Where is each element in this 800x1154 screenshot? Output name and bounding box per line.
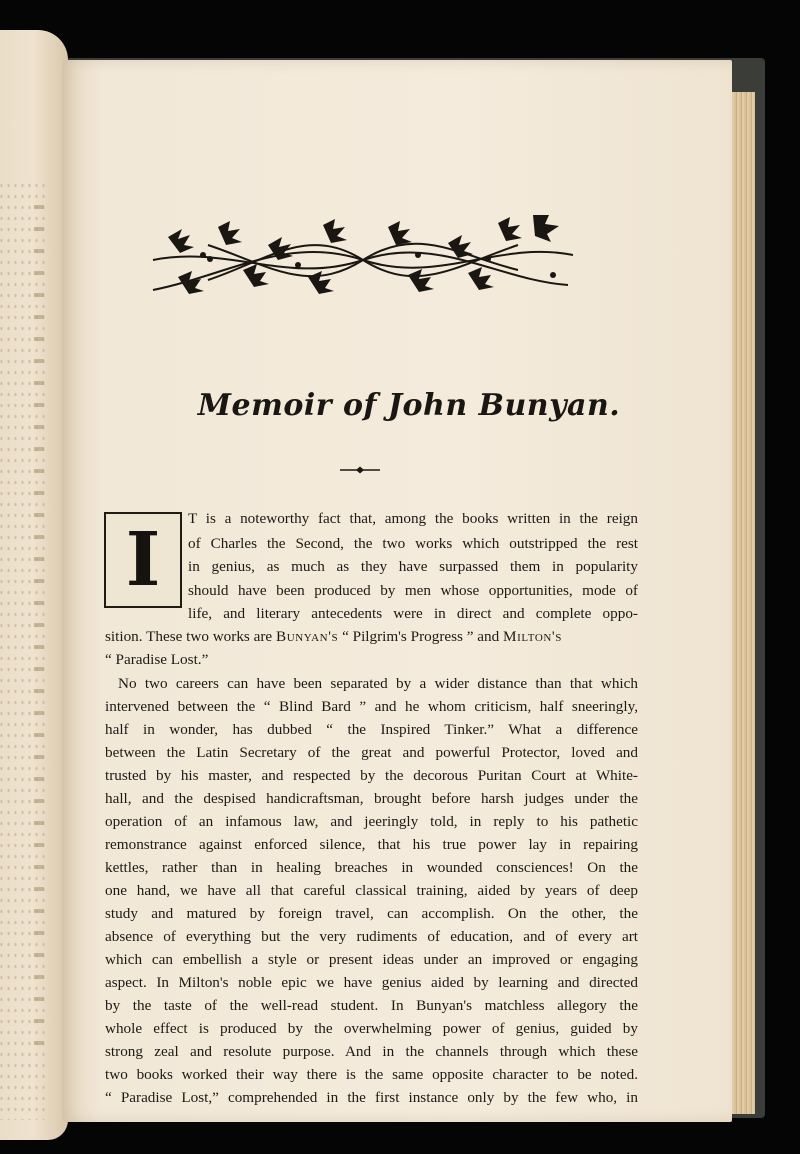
text-line: study and matured by foreign travel, can accomplish. On the other, the: [105, 905, 638, 922]
text-line: aspect. In Milton's noble epic we have genius aided by learning and directed: [105, 974, 638, 991]
text-line: trusted by his master, and respected by the decorous Puritan Court at White-: [105, 767, 638, 784]
page-fore-edge: [728, 92, 755, 1114]
text-line: kettles, rather than in healing breaches in wounded consciences! On the: [105, 859, 638, 876]
left-page-line-marks: [34, 205, 44, 1055]
text-line: hall, and the despised handicraftsman, brought before harsh judges under the: [105, 790, 638, 807]
text-line: two books worked their way there is the same opposite character to be noted.: [105, 1066, 638, 1083]
text-line: between the Latin Secretary of the great and powerful Protector, loved and: [105, 744, 638, 761]
holly-ornament-headpiece: [148, 215, 578, 307]
author-name: Bunyan's: [275, 628, 339, 645]
text-line: strong zeal and resolute purpose. And in the channels through which these: [105, 1043, 638, 1060]
text-line: by the taste of the well-read student. In Bunyan's matchless allegory the: [105, 997, 638, 1014]
text-line: of Charles the Second, the two works which outstripped the rest: [188, 535, 638, 552]
text-line: half in wonder, has dubbed “ the Inspired Tinker.” What a difference: [105, 721, 638, 738]
text-line: intervened between the “ Blind Bard ” and he whom criticism, half sneeringly,: [105, 698, 638, 715]
drop-cap-letter: I: [125, 517, 161, 603]
text-line: absence of everything but the very rudiments of education, and of every art: [105, 928, 638, 945]
text-line: “ Paradise Lost.”: [105, 651, 209, 668]
text-line: [105, 628, 638, 646]
text-line: No two careers can have been separated by a wider distance than that which: [118, 675, 638, 692]
author-name: Milton's: [503, 628, 562, 645]
title-rule-ornament: [340, 466, 380, 474]
text-line: operation of an infamous law, and jeeringly told, in reply to his pathetic: [105, 813, 638, 830]
text-line: “ Paradise Lost,” comprehended in the first instance only by the few who, in: [105, 1089, 638, 1106]
text-line: whole effect is produced by the overwhelming power of genius, guided by: [105, 1020, 638, 1037]
text-line: T is a noteworthy fact that, among the books written in the reign: [188, 510, 638, 527]
text-line: life, and literary antecedents were in direct and complete oppo-: [188, 605, 638, 622]
text-fragment: sition. These two works are: [105, 628, 276, 645]
left-facing-page: [0, 30, 68, 1140]
text-line: one hand, we have all that careful classical training, aided by years of deep: [105, 882, 638, 899]
text-line: which can embellish a style or present ideas under an improved or engaging: [105, 951, 638, 968]
decorated-drop-cap: [104, 512, 182, 608]
page-title: Memoir of John Bunyan.: [197, 388, 621, 423]
text-line: should have been produced by men whose opportunities, mode of: [188, 582, 638, 599]
text-line: in genius, as much as they have surpassed them in popularity: [188, 558, 638, 575]
text-line: remonstrance against enforced silence, that his true power lay in repairing: [105, 836, 638, 853]
text-fragment: “ Pilgrim's Progress ” and: [338, 628, 504, 645]
